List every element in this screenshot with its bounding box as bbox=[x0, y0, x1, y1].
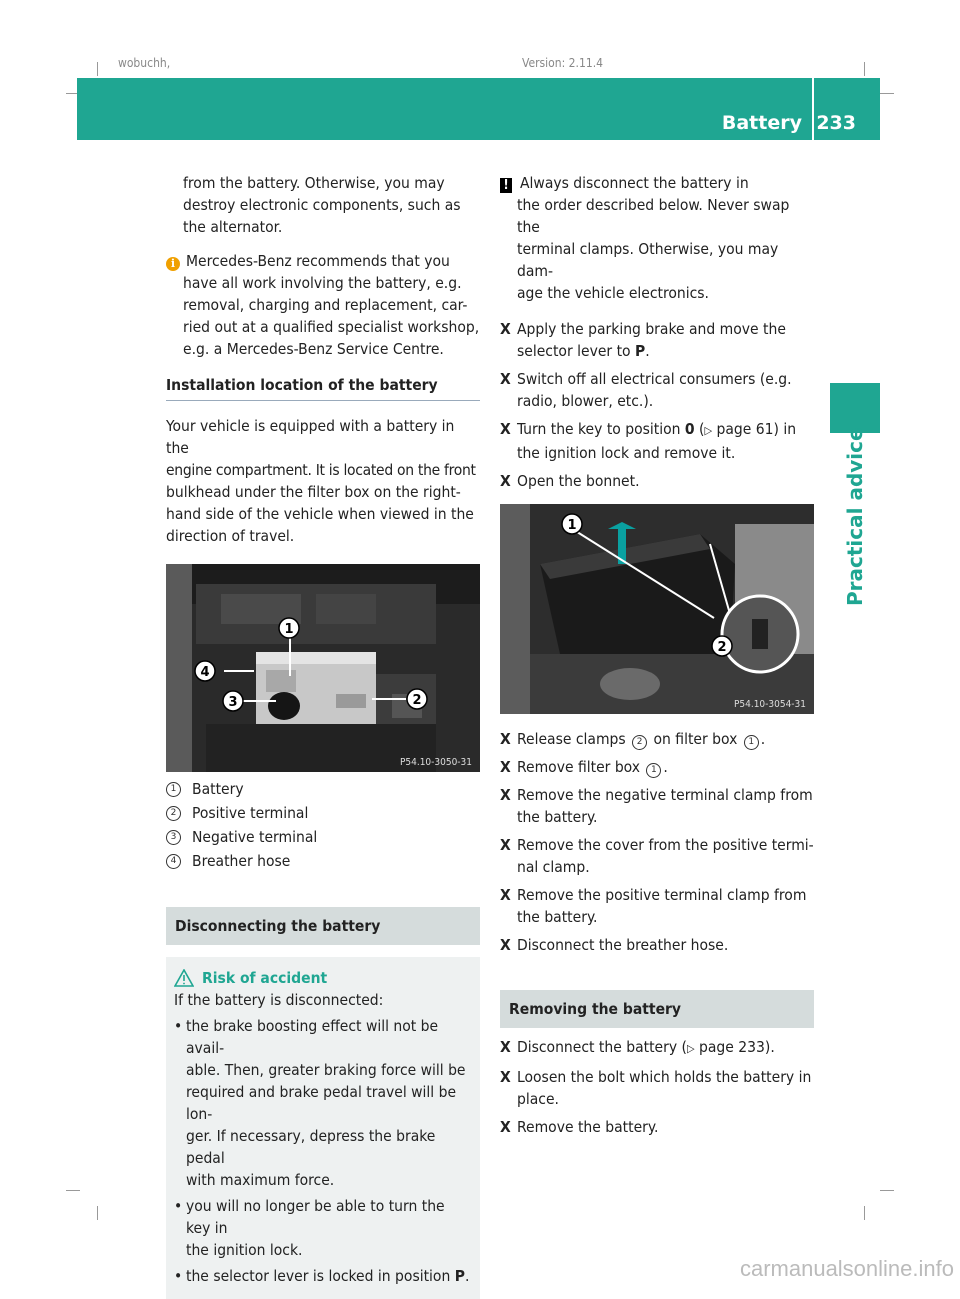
step-marker-icon: X bbox=[500, 472, 511, 490]
svg-text:4: 4 bbox=[200, 665, 210, 680]
text-line: the alternator. bbox=[183, 218, 283, 236]
filter-box-photo bbox=[500, 504, 814, 714]
step-item bbox=[500, 470, 814, 492]
text-line: direction of travel. bbox=[166, 527, 295, 545]
steps-removal bbox=[500, 728, 814, 956]
legend-item bbox=[166, 777, 480, 801]
text-line: Your vehicle is equipped with a battery in the bbox=[166, 417, 455, 457]
page-number: 233 bbox=[816, 112, 856, 134]
text-run: . bbox=[663, 758, 668, 776]
notice-icon: ! bbox=[500, 178, 512, 193]
callout-number: 1 bbox=[166, 782, 181, 797]
text-line: Mercedes-Benz recommends that you bbox=[186, 252, 450, 270]
section-title-installation: Installation location of the battery bbox=[166, 374, 480, 401]
text-line: able. Then, greater braking force will be bbox=[186, 1061, 466, 1079]
text-line: e.g. a Mercedes-Benz Service Centre. bbox=[183, 340, 444, 358]
page-title: Battery bbox=[721, 112, 802, 134]
text-line: Loosen the bolt which holds the battery in bbox=[517, 1068, 812, 1086]
step-marker-icon: X bbox=[500, 886, 511, 904]
photo-legend bbox=[166, 777, 480, 873]
battery-location-photo bbox=[166, 564, 480, 772]
step-marker-icon: X bbox=[500, 1118, 511, 1136]
text-line: with maximum force. bbox=[186, 1171, 335, 1189]
text-run: selector lever to bbox=[517, 342, 635, 360]
legend-item bbox=[166, 825, 480, 849]
callout-number: 3 bbox=[166, 830, 181, 845]
text-line: hand side of the vehicle when viewed in the bbox=[166, 505, 474, 523]
svg-text:1: 1 bbox=[567, 518, 577, 533]
legend-label: Positive terminal bbox=[192, 804, 309, 822]
page-ref-link[interactable]: page 233). bbox=[694, 1038, 775, 1056]
svg-text:1: 1 bbox=[284, 622, 294, 637]
key-position: 0 bbox=[684, 420, 695, 438]
text-line: nal clamp. bbox=[517, 858, 590, 876]
filter-box-illustration bbox=[500, 504, 814, 714]
callout-number: 4 bbox=[166, 854, 181, 869]
crop-mark bbox=[864, 1206, 865, 1220]
warning-box bbox=[166, 957, 480, 1299]
step-item bbox=[500, 1066, 814, 1110]
text-line: the battery. bbox=[517, 808, 598, 826]
legend-item bbox=[166, 801, 480, 825]
text-run: ( bbox=[694, 420, 705, 438]
callout-number: 2 bbox=[166, 806, 181, 821]
crop-mark bbox=[97, 62, 98, 76]
step-item bbox=[500, 318, 814, 362]
step-marker-icon: X bbox=[500, 1068, 511, 1086]
crop-mark bbox=[880, 1190, 894, 1191]
legend-label: Negative terminal bbox=[192, 828, 318, 846]
photo-code: P54.10-3050-31 bbox=[399, 757, 472, 768]
selector-position: P bbox=[454, 1267, 465, 1285]
text-line: Always disconnect the battery in bbox=[520, 174, 749, 192]
step-marker-icon: X bbox=[500, 370, 511, 388]
step-item bbox=[500, 1036, 814, 1060]
text-run: Remove filter box bbox=[517, 758, 645, 776]
side-tab-label: Practical advice bbox=[843, 427, 867, 606]
warning-title bbox=[174, 967, 472, 989]
footer-watermark: carmanualsonline.info bbox=[739, 1256, 954, 1281]
text-line: Remove the battery. bbox=[517, 1118, 659, 1136]
legend-label: Battery bbox=[192, 780, 244, 798]
crop-mark bbox=[66, 1190, 80, 1191]
text-line: the battery. bbox=[517, 908, 598, 926]
page-ref-link[interactable]: page 61) in bbox=[712, 420, 797, 438]
text-line: ger. If necessary, depress the brake pedal bbox=[186, 1127, 436, 1167]
text-run: Turn the key to position bbox=[517, 420, 685, 438]
legend-item bbox=[166, 849, 480, 873]
text-run: . bbox=[760, 730, 766, 748]
left-column bbox=[166, 172, 480, 1299]
step-item bbox=[500, 728, 814, 750]
step-item bbox=[500, 368, 814, 412]
crop-mark bbox=[97, 1206, 98, 1220]
step-item bbox=[500, 756, 814, 778]
callout-number: 1 bbox=[744, 735, 759, 750]
text-line: ried out at a qualified specialist workshop, bbox=[183, 318, 480, 336]
text-run: on filter box bbox=[649, 730, 742, 748]
text-line: Remove the negative terminal clamp from bbox=[517, 786, 813, 804]
text-line: Remove the positive terminal clamp from bbox=[517, 886, 807, 904]
warning-bullet bbox=[174, 1015, 472, 1191]
text-line: • you will no longer be able to turn the key in bbox=[186, 1197, 445, 1237]
steps-preparation bbox=[500, 318, 814, 492]
text-line: Disconnect the breather hose. bbox=[517, 936, 729, 954]
step-marker-icon: X bbox=[500, 420, 511, 438]
text-line: the ignition lock. bbox=[186, 1241, 303, 1259]
notice-note bbox=[500, 172, 814, 304]
right-column bbox=[500, 172, 814, 1138]
svg-text:3: 3 bbox=[228, 695, 238, 710]
callout-number: 2 bbox=[632, 735, 647, 750]
photo-code: P54.10-3054-31 bbox=[733, 699, 806, 710]
step-marker-icon: X bbox=[500, 786, 511, 804]
body-text bbox=[166, 415, 480, 547]
crop-mark bbox=[880, 93, 894, 94]
step-item bbox=[500, 834, 814, 878]
section-title-disconnecting: Disconnecting the battery bbox=[166, 907, 480, 945]
header-divider bbox=[812, 78, 814, 140]
text-line: Open the bonnet. bbox=[517, 472, 640, 490]
text-line: from the battery. Otherwise, you may bbox=[183, 174, 445, 192]
text-line: place. bbox=[517, 1090, 559, 1108]
text-line: Switch off all electrical consumers (e.g. bbox=[517, 370, 792, 388]
text-line: age the vehicle electronics. bbox=[517, 284, 709, 302]
step-marker-icon: X bbox=[500, 730, 511, 748]
info-note bbox=[166, 250, 480, 360]
text-line: have all work involving the battery, e.g. bbox=[183, 274, 462, 292]
engine-bay-illustration bbox=[166, 564, 480, 772]
step-marker-icon: X bbox=[500, 758, 511, 776]
step-marker-icon: X bbox=[500, 836, 511, 854]
step-item bbox=[500, 1116, 814, 1138]
svg-text:2: 2 bbox=[412, 693, 422, 708]
info-icon: i bbox=[166, 257, 180, 271]
step-item bbox=[500, 784, 814, 828]
text-run: Release clamps bbox=[517, 730, 631, 748]
step-item bbox=[500, 934, 814, 956]
step-item bbox=[500, 418, 814, 464]
text-line: the order described below. Never swap the bbox=[517, 196, 790, 236]
text-line: removal, charging and replacement, car- bbox=[183, 296, 468, 314]
warning-title-text: Risk of accident bbox=[202, 969, 328, 987]
steps-removing-battery bbox=[500, 1036, 814, 1138]
text-run: . bbox=[645, 342, 650, 360]
text-run: the selector lever is locked in position bbox=[186, 1267, 455, 1285]
svg-text:2: 2 bbox=[717, 640, 727, 655]
step-marker-icon: X bbox=[500, 936, 511, 954]
step-marker-icon: X bbox=[500, 1038, 511, 1056]
text-line: bulkhead under the filter box on the right- bbox=[166, 483, 461, 501]
callout-number: 1 bbox=[646, 763, 661, 778]
selector-position: P bbox=[635, 342, 646, 360]
warning-bullet bbox=[174, 1195, 472, 1261]
intro-text bbox=[166, 172, 480, 238]
text-line: radio, blower, etc.). bbox=[517, 392, 654, 410]
section-title-removing: Removing the battery bbox=[500, 990, 814, 1028]
page-header bbox=[77, 78, 880, 140]
text-line: Apply the parking brake and move the bbox=[517, 320, 786, 338]
text-run: Disconnect the battery ( bbox=[517, 1038, 687, 1056]
text-line: the ignition lock and remove it. bbox=[517, 444, 736, 462]
print-info-left: wobuchh, bbox=[118, 56, 171, 70]
page-ref-icon: ▷ bbox=[704, 424, 713, 437]
legend-label: Breather hose bbox=[192, 852, 291, 870]
side-tab-block bbox=[830, 383, 880, 433]
text-line: required and brake pedal travel will be lon- bbox=[186, 1083, 457, 1123]
step-item bbox=[500, 884, 814, 928]
text-run: . bbox=[464, 1267, 470, 1285]
crop-mark bbox=[864, 62, 865, 76]
text-line: terminal clamps. Otherwise, you may dam- bbox=[517, 240, 779, 280]
text-line: Remove the cover from the positive termi- bbox=[517, 836, 814, 854]
page-ref-icon: ▷ bbox=[686, 1042, 695, 1055]
side-tab bbox=[830, 427, 880, 606]
text-line: destroy electronic components, such as bbox=[183, 196, 461, 214]
warning-intro: If the battery is disconnected: bbox=[174, 991, 384, 1009]
step-marker-icon: X bbox=[500, 320, 511, 338]
text-line: • the brake boosting effect will not be avail- bbox=[186, 1017, 439, 1057]
warning-triangle-icon bbox=[174, 969, 194, 987]
text-line: engine compartment. It is located on the front bbox=[166, 461, 476, 479]
print-info-right: Version: 2.11.4 bbox=[522, 56, 603, 70]
